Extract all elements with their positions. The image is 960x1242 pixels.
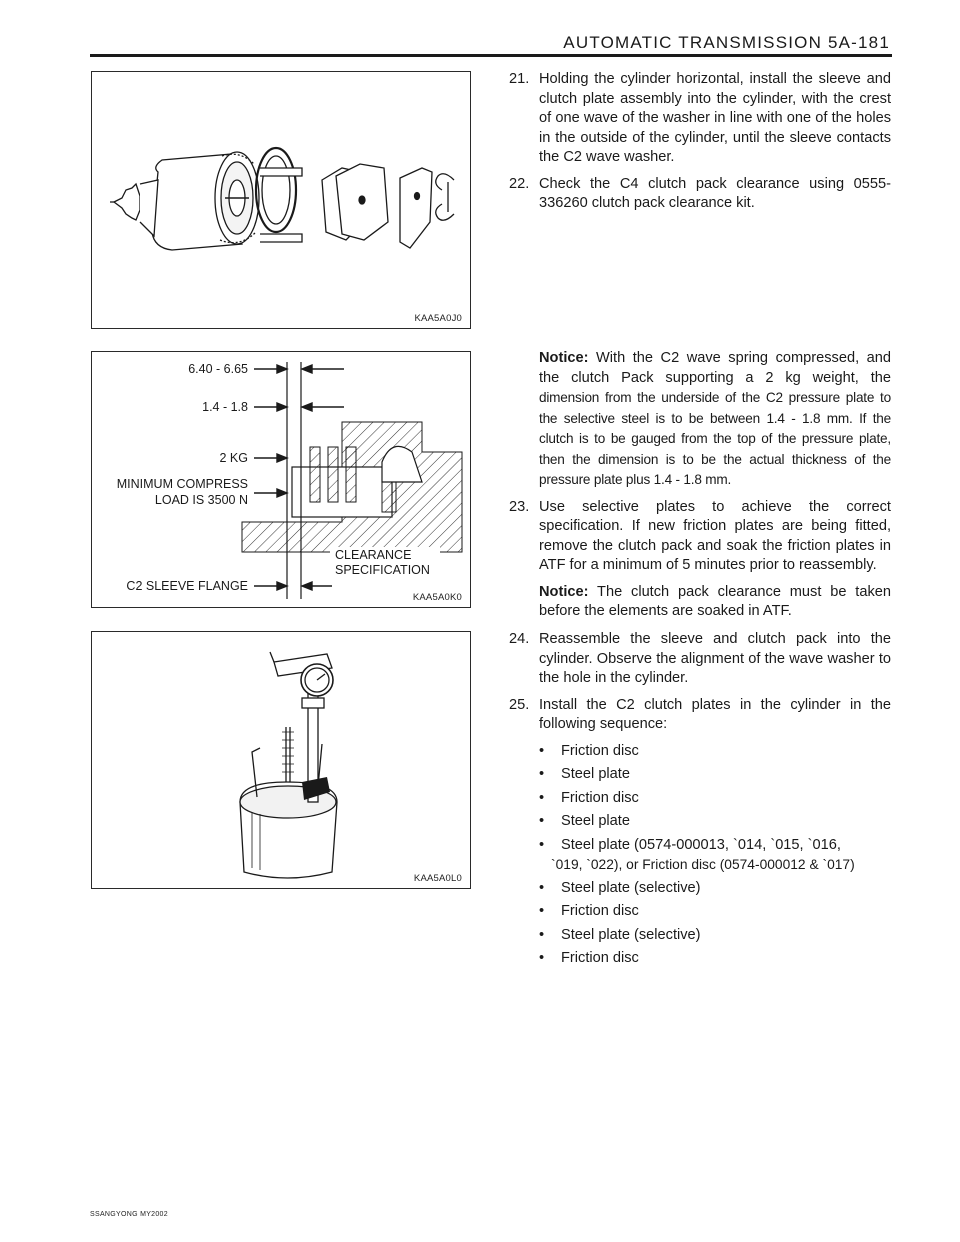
sequence-item-text: Steel plate (0574-000013, `014, `015, `016, bbox=[561, 836, 841, 853]
sequence-item: • Friction disc bbox=[539, 949, 891, 969]
step-24 bbox=[509, 630, 891, 689]
sequence-item-continuation: `019, `022), or Friction disc (0574-000012 & `017) bbox=[551, 857, 855, 872]
figure-code: KAA5A0J0 bbox=[414, 313, 462, 324]
notice-lead: With the C2 wave spring compressed, and the clutch Pack supporting a 2 kg weight, the bbox=[539, 350, 891, 386]
steps-24-25 bbox=[509, 630, 891, 973]
label-weight: 2 KG bbox=[219, 451, 248, 465]
sequence-item: • Steel plate bbox=[539, 812, 891, 832]
exploded-assembly-illustration bbox=[92, 72, 471, 329]
figure-clearance-section bbox=[91, 351, 471, 608]
notice-label: Notice: bbox=[539, 350, 589, 366]
gauge-measurement-illustration bbox=[92, 632, 471, 889]
step-text: Use selective plates to achieve the correct specification. If new friction plates are being fitted, remove the clutch pack and soak the friction plates in ATF for a minimum of 5 minutes prior to reassembly. bbox=[539, 498, 891, 573]
notice-label: Notice: bbox=[539, 583, 589, 600]
sequence-item bbox=[539, 836, 891, 875]
label-clearance-line2: SPECIFICATION bbox=[335, 563, 430, 577]
notice-rest: dimension from the underside of the C2 pressure plate to the selective steel is to be between 1.4 - 1.8 mm. If the clutch is to be gauged from the top of the pressure plate, then the dimension is to be the actual thickness of the pressure plate plus 1.4 - 1.8 mm. bbox=[539, 390, 891, 487]
step-number: 24. bbox=[509, 631, 530, 647]
plate-sequence-list bbox=[509, 742, 891, 969]
sequence-item: • Steel plate (selective) bbox=[539, 926, 891, 946]
step-number: 22. bbox=[509, 175, 530, 192]
step-text: Check the C4 clutch pack clearance using 0555-336260 clutch pack clearance kit. bbox=[539, 175, 891, 211]
sequence-item: • Friction disc bbox=[539, 742, 891, 762]
notice-soak bbox=[509, 583, 891, 622]
step-22 bbox=[509, 175, 891, 214]
step-text: Reassemble the sleeve and clutch pack into the cylinder. Observe the alignment of the wave washer to the hole in the cylinder. bbox=[539, 631, 891, 686]
step-25 bbox=[509, 696, 891, 735]
step-number: 23. bbox=[509, 498, 530, 515]
step-21 bbox=[509, 70, 891, 168]
label-load-line1: MINIMUM COMPRESS bbox=[116, 477, 248, 491]
page-footer: SSANGYONG MY2002 bbox=[90, 1211, 168, 1218]
notice-text: The clutch pack clearance must be taken before the elements are soaked in ATF. bbox=[539, 583, 891, 619]
step-text: Install the C2 clutch plates in the cylinder in the following sequence: bbox=[539, 696, 891, 732]
steps-notice-23 bbox=[509, 349, 891, 629]
label-dim-total: 6.40 - 6.65 bbox=[188, 362, 248, 376]
figure-code: KAA5A0K0 bbox=[412, 592, 462, 603]
label-dim-gap: 1.4 - 1.8 bbox=[202, 400, 248, 414]
label-load-line2: LOAD IS 3500 N bbox=[154, 493, 248, 507]
step-number: 25. bbox=[509, 696, 530, 713]
sequence-item: • Friction disc bbox=[539, 902, 891, 922]
step-text: Holding the cylinder horizontal, install the sleeve and clutch plate assembly into the cylinder, with the crest of one wave of the washer in line with one of the holes in the outside of the cylinder, until the sleeve contacts the C2 wave washer. bbox=[539, 71, 891, 165]
step-number: 21. bbox=[509, 71, 530, 87]
label-flange: C2 SLEEVE FLANGE bbox=[126, 579, 248, 593]
clearance-section-illustration bbox=[92, 352, 471, 608]
page-header-title: AUTOMATIC TRANSMISSION 5A-181 bbox=[563, 33, 890, 52]
header-rule bbox=[90, 54, 892, 57]
sequence-item: • Steel plate bbox=[539, 765, 891, 785]
figure-exploded-assembly bbox=[91, 71, 471, 329]
notice-clearance bbox=[509, 349, 891, 491]
figure-gauge-measurement bbox=[91, 631, 471, 889]
sequence-item: • Friction disc bbox=[539, 789, 891, 809]
sequence-item: • Steel plate (selective) bbox=[539, 879, 891, 899]
steps-21-22 bbox=[509, 70, 891, 221]
label-clearance-line1: CLEARANCE bbox=[335, 548, 412, 562]
step-23 bbox=[509, 498, 891, 576]
figure-code: KAA5A0L0 bbox=[413, 873, 462, 884]
